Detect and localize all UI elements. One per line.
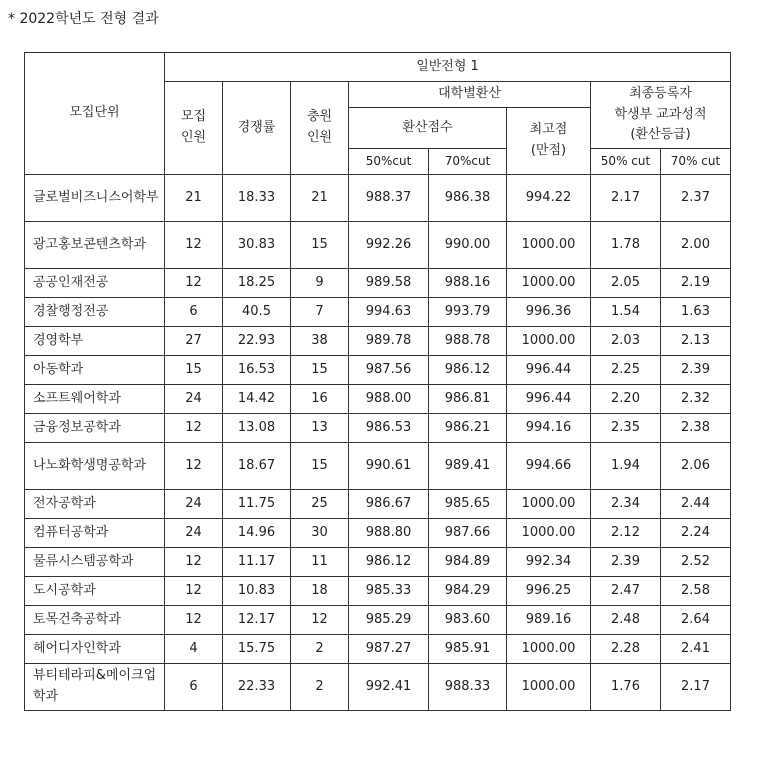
unit-cell: 전자공학과 (25, 490, 165, 519)
max-score-cell: 996.44 (507, 385, 591, 414)
max-score-cell: 996.44 (507, 356, 591, 385)
score50-cell: 985.33 (349, 577, 429, 606)
score70-cell: 986.12 (429, 356, 507, 385)
score70-cell: 984.89 (429, 548, 507, 577)
unit-cell: 금융정보공학과 (25, 414, 165, 443)
quota-cell: 12 (165, 269, 223, 298)
grade70-cell: 2.58 (661, 577, 731, 606)
ratio-cell: 16.53 (223, 356, 291, 385)
grade70-cell: 1.63 (661, 298, 731, 327)
score50-cell: 985.29 (349, 606, 429, 635)
grade50-cell: 2.48 (591, 606, 661, 635)
quota-cell: 24 (165, 385, 223, 414)
score50-cell: 992.26 (349, 222, 429, 269)
unit-cell: 경영학부 (25, 327, 165, 356)
grade50-cell: 2.17 (591, 175, 661, 222)
max-score-cell: 992.34 (507, 548, 591, 577)
ratio-cell: 22.93 (223, 327, 291, 356)
grade70-cell: 2.52 (661, 548, 731, 577)
waitlist-cell: 18 (291, 577, 349, 606)
score70-cell: 987.66 (429, 519, 507, 548)
waitlist-cell: 13 (291, 414, 349, 443)
max-score-cell: 1000.00 (507, 519, 591, 548)
unit-cell: 컴퓨터공학과 (25, 519, 165, 548)
quota-cell: 27 (165, 327, 223, 356)
score50-cell: 987.27 (349, 635, 429, 664)
header-waitlist: 충원 인원 (291, 82, 349, 175)
grade70-cell: 2.44 (661, 490, 731, 519)
max-score-cell: 1000.00 (507, 635, 591, 664)
grade50-cell: 2.25 (591, 356, 661, 385)
table-row (25, 664, 731, 711)
header-general: 일반전형 1 (165, 53, 731, 82)
table-row (25, 490, 731, 519)
quota-cell: 24 (165, 519, 223, 548)
header-grade-cut70: 70% cut (661, 149, 731, 175)
grade50-cell: 2.12 (591, 519, 661, 548)
max-score-cell: 996.25 (507, 577, 591, 606)
score70-cell: 986.38 (429, 175, 507, 222)
waitlist-cell: 9 (291, 269, 349, 298)
ratio-cell: 12.17 (223, 606, 291, 635)
header-grade-cut50: 50% cut (591, 149, 661, 175)
grade70-cell: 2.64 (661, 606, 731, 635)
grade70-cell: 2.00 (661, 222, 731, 269)
max-score-cell: 1000.00 (507, 664, 591, 711)
score50-cell: 986.67 (349, 490, 429, 519)
ratio-cell: 18.25 (223, 269, 291, 298)
header-unit: 모집단위 (25, 53, 165, 175)
score70-cell: 985.91 (429, 635, 507, 664)
ratio-cell: 22.33 (223, 664, 291, 711)
unit-cell: 나노화학생명공학과 (25, 443, 165, 490)
score70-cell: 990.00 (429, 222, 507, 269)
unit-cell: 경찰행정전공 (25, 298, 165, 327)
quota-cell: 12 (165, 222, 223, 269)
waitlist-cell: 12 (291, 606, 349, 635)
header-ratio: 경쟁률 (223, 82, 291, 175)
grade70-cell: 2.17 (661, 664, 731, 711)
score70-cell: 989.41 (429, 443, 507, 490)
ratio-cell: 11.75 (223, 490, 291, 519)
grade70-cell: 2.24 (661, 519, 731, 548)
score50-cell: 989.58 (349, 269, 429, 298)
grade70-cell: 2.38 (661, 414, 731, 443)
max-score-cell: 1000.00 (507, 222, 591, 269)
quota-cell: 15 (165, 356, 223, 385)
ratio-cell: 18.67 (223, 443, 291, 490)
header-quota: 모집 인원 (165, 82, 223, 175)
unit-cell: 아동학과 (25, 356, 165, 385)
grade50-cell: 1.54 (591, 298, 661, 327)
table-row (25, 577, 731, 606)
ratio-cell: 14.42 (223, 385, 291, 414)
score70-cell: 984.29 (429, 577, 507, 606)
max-score-cell: 1000.00 (507, 269, 591, 298)
table-row (25, 414, 731, 443)
score70-cell: 986.21 (429, 414, 507, 443)
max-score-cell: 989.16 (507, 606, 591, 635)
score50-cell: 988.80 (349, 519, 429, 548)
ratio-cell: 40.5 (223, 298, 291, 327)
grade50-cell: 2.20 (591, 385, 661, 414)
table-row (25, 635, 731, 664)
score50-cell: 989.78 (349, 327, 429, 356)
results-table (24, 52, 731, 711)
unit-cell: 도시공학과 (25, 577, 165, 606)
score50-cell: 988.37 (349, 175, 429, 222)
quota-cell: 12 (165, 548, 223, 577)
waitlist-cell: 15 (291, 443, 349, 490)
score50-cell: 987.56 (349, 356, 429, 385)
waitlist-cell: 11 (291, 548, 349, 577)
ratio-cell: 11.17 (223, 548, 291, 577)
grade50-cell: 2.28 (591, 635, 661, 664)
waitlist-cell: 15 (291, 222, 349, 269)
grade70-cell: 2.41 (661, 635, 731, 664)
waitlist-cell: 2 (291, 664, 349, 711)
unit-cell: 뷰티테라피&메이크업학과 (25, 664, 165, 711)
score70-cell: 993.79 (429, 298, 507, 327)
table-row (25, 356, 731, 385)
quota-cell: 6 (165, 664, 223, 711)
grade70-cell: 2.39 (661, 356, 731, 385)
score70-cell: 988.78 (429, 327, 507, 356)
quota-cell: 6 (165, 298, 223, 327)
table-row (25, 606, 731, 635)
table-row (25, 222, 731, 269)
quota-cell: 12 (165, 577, 223, 606)
quota-cell: 12 (165, 443, 223, 490)
grade50-cell: 1.76 (591, 664, 661, 711)
table-row (25, 519, 731, 548)
score50-cell: 988.00 (349, 385, 429, 414)
table-row (25, 298, 731, 327)
score70-cell: 983.60 (429, 606, 507, 635)
ratio-cell: 14.96 (223, 519, 291, 548)
table-row (25, 327, 731, 356)
grade70-cell: 2.06 (661, 443, 731, 490)
table-row (25, 548, 731, 577)
quota-cell: 21 (165, 175, 223, 222)
waitlist-cell: 2 (291, 635, 349, 664)
table-row (25, 443, 731, 490)
grade70-cell: 2.13 (661, 327, 731, 356)
waitlist-cell: 38 (291, 327, 349, 356)
unit-cell: 헤어디자인학과 (25, 635, 165, 664)
grade50-cell: 1.78 (591, 222, 661, 269)
waitlist-cell: 30 (291, 519, 349, 548)
score70-cell: 986.81 (429, 385, 507, 414)
score50-cell: 994.63 (349, 298, 429, 327)
grade50-cell: 2.34 (591, 490, 661, 519)
unit-cell: 물류시스템공학과 (25, 548, 165, 577)
grade70-cell: 2.32 (661, 385, 731, 414)
score50-cell: 992.41 (349, 664, 429, 711)
max-score-cell: 1000.00 (507, 490, 591, 519)
quota-cell: 12 (165, 414, 223, 443)
max-score-cell: 994.66 (507, 443, 591, 490)
grade50-cell: 2.35 (591, 414, 661, 443)
max-score-cell: 1000.00 (507, 327, 591, 356)
unit-cell: 광고홍보콘텐츠학과 (25, 222, 165, 269)
score70-cell: 988.16 (429, 269, 507, 298)
unit-cell: 토목건축공학과 (25, 606, 165, 635)
ratio-cell: 30.83 (223, 222, 291, 269)
note-text: * 2022학년도 전형 결과 (8, 11, 159, 27)
unit-cell: 소프트웨어학과 (25, 385, 165, 414)
score50-cell: 990.61 (349, 443, 429, 490)
score50-cell: 986.53 (349, 414, 429, 443)
score70-cell: 985.65 (429, 490, 507, 519)
grade50-cell: 2.47 (591, 577, 661, 606)
max-score-cell: 994.16 (507, 414, 591, 443)
quota-cell: 4 (165, 635, 223, 664)
grade70-cell: 2.19 (661, 269, 731, 298)
quota-cell: 24 (165, 490, 223, 519)
score50-cell: 986.12 (349, 548, 429, 577)
header-conv-score: 환산점수 (349, 108, 507, 149)
header-univ-score: 대학별환산 (349, 82, 591, 108)
max-score-cell: 994.22 (507, 175, 591, 222)
grade50-cell: 1.94 (591, 443, 661, 490)
ratio-cell: 18.33 (223, 175, 291, 222)
waitlist-cell: 25 (291, 490, 349, 519)
header-max-score: 최고점 (만점) (507, 108, 591, 175)
grade50-cell: 2.39 (591, 548, 661, 577)
waitlist-cell: 7 (291, 298, 349, 327)
table-row (25, 269, 731, 298)
header-cut70: 70%cut (429, 149, 507, 175)
unit-cell: 공공인재전공 (25, 269, 165, 298)
ratio-cell: 10.83 (223, 577, 291, 606)
max-score-cell: 996.36 (507, 298, 591, 327)
grade50-cell: 2.05 (591, 269, 661, 298)
table-row (25, 175, 731, 222)
ratio-cell: 13.08 (223, 414, 291, 443)
unit-cell: 글로벌비즈니스어학부 (25, 175, 165, 222)
ratio-cell: 15.75 (223, 635, 291, 664)
waitlist-cell: 15 (291, 356, 349, 385)
waitlist-cell: 16 (291, 385, 349, 414)
header-final-reg: 최종등록자 학생부 교과성적 (환산등급) (591, 82, 731, 149)
waitlist-cell: 21 (291, 175, 349, 222)
grade50-cell: 2.03 (591, 327, 661, 356)
table-row (25, 385, 731, 414)
score70-cell: 988.33 (429, 664, 507, 711)
grade70-cell: 2.37 (661, 175, 731, 222)
quota-cell: 12 (165, 606, 223, 635)
header-cut50: 50%cut (349, 149, 429, 175)
